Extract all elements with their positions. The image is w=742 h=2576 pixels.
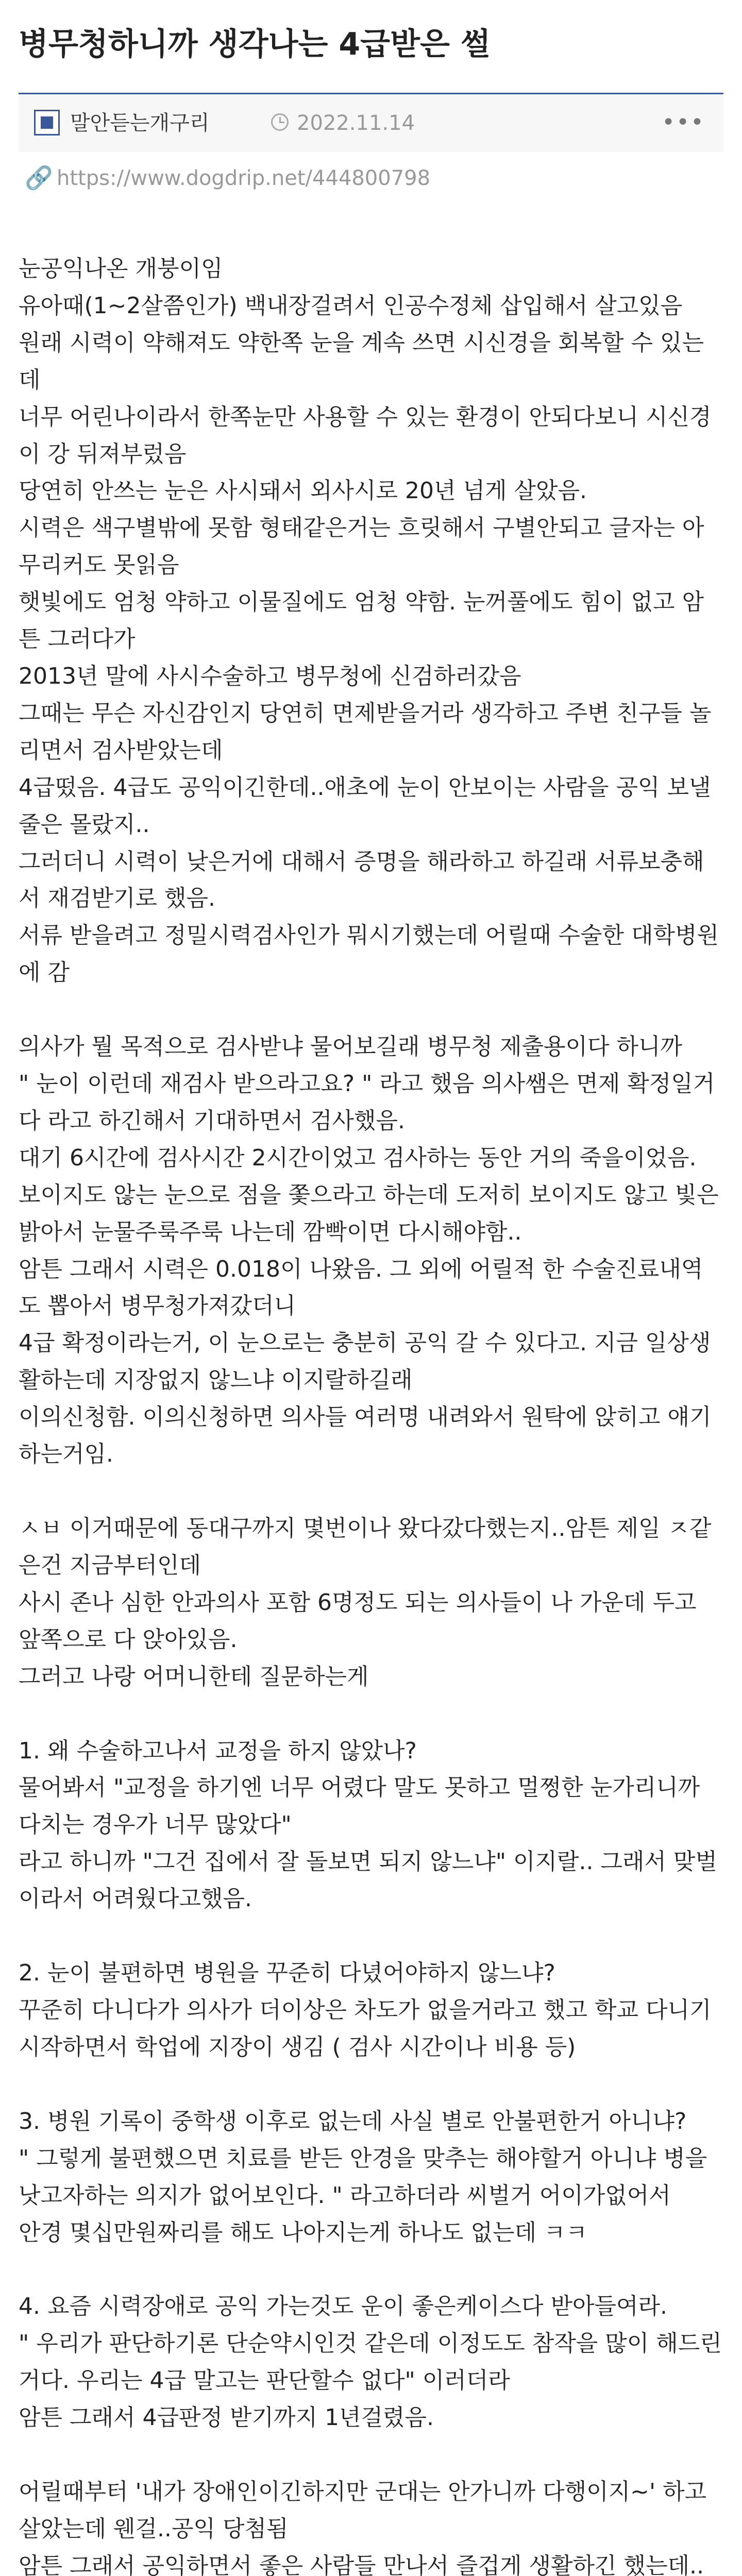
clock-icon bbox=[271, 113, 289, 131]
body-paragraph bbox=[19, 250, 723, 991]
body-line: 암튼 그래서 시력은 0.018이 나왔음. 그 외에 어릴적 한 수술진료내역도 뽑아서 병무청가져갔더니 bbox=[19, 1256, 703, 1319]
body-paragraph bbox=[19, 2103, 723, 2251]
body-line: 대기 6시간에 검사시간 2시간이었고 검사하는 동안 거의 죽을이었음. 보이지도 않는 눈으로 점을 쫓으라고 하는데 도저히 보이지도 않고 빛은 밝아서 눈물주룩주룩 나는데 깜빡이면 다시해야함.. bbox=[19, 1144, 719, 1245]
user-badge-icon bbox=[34, 110, 60, 135]
body-paragraph bbox=[19, 1510, 723, 1696]
body-line: 4급떴음. 4급도 공익이긴한데..애초에 눈이 안보이는 사람을 공익 보낼줄은 몰랐지.. bbox=[19, 774, 711, 838]
body-line: 4급 확정이라는거, 이 눈으로는 충분히 공익 갈 수 있다고. 지금 일상생활하는데 지장없지 않느냐 이지랄하길래 bbox=[19, 1330, 711, 1394]
body-line: 암튼 그래서 4급판정 받기까지 1년걸렸음. bbox=[19, 2404, 434, 2431]
page-title: 병무청하니까 생각나는 4급받은 썰 bbox=[19, 26, 491, 62]
body-line: 2013년 말에 사시수술하고 병무청에 신검하러갔음 bbox=[19, 663, 521, 689]
body-line: 너무 어린나이라서 한쪽눈만 사용할 수 있는 환경이 안되다보니 시신경이 강 뒤져부렀음 bbox=[19, 403, 712, 467]
body-paragraph bbox=[19, 2288, 723, 2436]
body-line: 3. 병원 기록이 중학생 이후로 없는데 사실 별로 안불편한거 아니냐? bbox=[19, 2108, 687, 2134]
body-line: " 눈이 이런데 재검사 받으라고요? " 라고 했음 의사쌤은 면제 확정일거다 라고 하긴해서 기대하면서 검사했음. bbox=[19, 1071, 715, 1134]
body-line: 4. 요즘 시력장애로 공익 가는것도 운이 좋은케이스다 받아들여라. bbox=[19, 2293, 667, 2320]
body-line: 의사가 뭘 목적으로 검사받냐 물어보길래 병무청 제출용이다 하니까 bbox=[19, 1033, 683, 1060]
body-line: 그때는 무슨 자신감인지 당연히 면제받을거라 생각하고 주변 친구들 놀리면서 검사받았는데 bbox=[19, 700, 712, 764]
post-date: 2022.11.14 bbox=[297, 111, 415, 135]
body-paragraph bbox=[19, 1955, 723, 2066]
body-line: 암튼 그래서 공익하면서 좋은 사람들 만나서 즐겁게 생활하긴 했는데.. bbox=[19, 2552, 704, 2576]
source-link[interactable]: https://www.dogdrip.net/444800798 bbox=[57, 166, 431, 190]
article-body bbox=[19, 250, 723, 2576]
more-dots-icon[interactable]: ••• bbox=[662, 109, 705, 135]
body-line: 꾸준히 다니다가 의사가 더이상은 차도가 없을거라고 했고 학교 다니기 시작하면서 학업에 지장이 생김 ( 검사 시간이나 비용 등) bbox=[19, 1996, 712, 2060]
body-line: 2. 눈이 불편하면 병원을 꾸준히 다녔어야하지 않느냐? bbox=[19, 1960, 555, 1987]
link-icon: 🔗 bbox=[25, 165, 53, 191]
body-line: 눈공익나온 개붕이임 bbox=[19, 256, 223, 282]
body-line: 안경 몇십만원짜리를 해도 나아지는게 하나도 없는데 ㅋㅋ bbox=[19, 2219, 588, 2246]
body-line: " 우리가 판단하기론 단순약시인것 같은데 이정도도 참작을 많이 해드린거다. 우리는 4급 말고는 판단할수 없다" 이러더라 bbox=[19, 2330, 722, 2394]
body-line: 그러더니 시력이 낮은거에 대해서 증명을 해라하고 하길래 서류보충해서 재검받기로 했음. bbox=[19, 848, 704, 912]
body-line: 사시 존나 심한 안과의사 포함 6명정도 되는 의사들이 나 가운데 두고 앞쪽으로 다 앉아있음. bbox=[19, 1589, 697, 1653]
body-paragraph bbox=[19, 1028, 723, 1473]
body-line: 물어봐서 "교정을 하기엔 너무 어렸다 말도 못하고 멀쩡한 눈가리니까 다치는 경우가 너무 많았다" bbox=[19, 1774, 700, 1838]
body-line: 1. 왜 수술하고나서 교정을 하지 않았나? bbox=[19, 1737, 417, 1764]
body-line: 햇빛에도 엄청 약하고 이물질에도 엄청 약함. 눈꺼풀에도 힘이 없고 암튼 그러다가 bbox=[19, 589, 704, 653]
body-line: 당연히 안쓰는 눈은 사시돼서 외사시로 20년 넘게 살았음. bbox=[19, 478, 587, 504]
body-line: 유아때(1~2살쯤인가) 백내장걸려서 인공수정체 삽입해서 살고있음 bbox=[19, 292, 683, 319]
body-line: ㅅㅂ 이거때문에 동대구까지 몇번이나 왔다갔다했는지..암튼 제일 ㅈ같은건 지금부터인데 bbox=[19, 1515, 712, 1579]
body-line: 어릴때부터 '내가 장애인이긴하지만 군대는 안가니까 다행이지~' 하고 살았는데 웬걸..공익 당첨됨 bbox=[19, 2479, 707, 2542]
body-line: " 그렇게 불편했으면 치료를 받든 안경을 맞추는 해야할거 아니냐 병을 낫고자하는 의지가 없어보인다. " 라고하더라 씨벌거 어이가없어서 bbox=[19, 2145, 707, 2209]
author-bar bbox=[19, 93, 723, 152]
body-line: 서류 받을려고 정밀시력검사인가 뭐시기했는데 어릴때 수술한 대학병원에 감 bbox=[19, 922, 719, 986]
author-name[interactable]: 말안듣는개구리 bbox=[70, 111, 210, 135]
body-paragraph bbox=[19, 2473, 723, 2576]
body-line: 그러고 나랑 어머니한테 질문하는게 bbox=[19, 1663, 369, 1690]
body-line: 라고 하니까 "그건 집에서 잘 돌보면 되지 않느냐" 이지랄.. 그래서 맞벌이라서 어려웠다고했음. bbox=[19, 1849, 717, 1912]
body-paragraph bbox=[19, 1733, 723, 1918]
body-line: 시력은 색구별밖에 못함 형태같은거는 흐릿해서 구별안되고 글자는 아무리커도 못읽음 bbox=[19, 515, 704, 579]
body-line: 이의신청함. 이의신청하면 의사들 여러명 내려와서 원탁에 앉히고 얘기하는거임. bbox=[19, 1404, 712, 1468]
body-line: 원래 시력이 약해져도 약한쪽 눈을 계속 쓰면 시신경을 회복할 수 있는데 bbox=[19, 329, 704, 393]
